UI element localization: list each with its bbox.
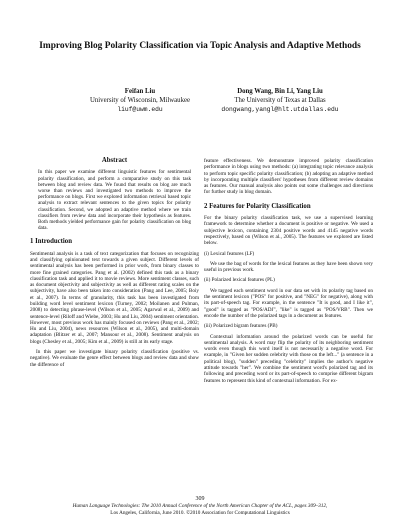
- author-email: dongwang,yangl@hlt.utdallas.edu: [221, 106, 339, 113]
- section-heading-features: 2 Features for Polarity Classification: [204, 202, 311, 210]
- body-paragraph: We use the bag of words for the lexical features as they have been shown very useful in previous work.: [204, 260, 373, 274]
- author-block-2: [200, 87, 360, 114]
- page-number: 309: [195, 496, 205, 502]
- left-column: [30, 158, 199, 372]
- page-footer: [30, 496, 370, 516]
- abstract-heading: Abstract: [101, 157, 128, 164]
- intro-paragraph: In this paper we investigate binary polarity classification (positive vs. negative). We evaluate the genre effect between blogs and review data and show the difference of: [30, 349, 199, 368]
- subsection-label-lf: (i) Lexical features (LF): [204, 250, 255, 257]
- subsection-label-pl: (ii) Polarized lexical features (PL): [204, 277, 275, 284]
- author-name: Dong Wang, Bin Li, Yang Liu: [237, 88, 323, 95]
- subsection-label-pb: (iii) Polarized bigram features (PB): [204, 323, 278, 330]
- abstract-text: In this paper we examine different linguistic features for sentimental polarity classification, and perform a comparative study on this task between blog and review data. We found that results on blog are much worse than reviews and investigated two methods to improve the performance on blogs. First we explored information retrieval based topic analysis to extract relevant sentences to the given topics for polarity classification. Second, we adopted an adaptive method where we train classifiers from review data and incorporate their hypothesis as features. Both methods yielded performance gain for polarity classification on blog data.: [38, 169, 191, 232]
- body-paragraph: Contextual information around the polarized words can be useful for sentimental analysis. A word may flip the polarity of its neighboring sentiment words even though this word itself is not necessarily a negative word. For example, in "Given her sudden celebrity with those on the left..." (a sentence in a political blog), "sudden" preceding "celebrity" implies the author's negative attitude towards "her". We combine the sentiment word's polarized tag and its following and preceding word or its part-of-speech to comprise different bigram features to represent this kind of contextual information. For ex-: [204, 333, 373, 384]
- author-block-1: [70, 87, 210, 114]
- footer-copyright: Los Angeles, California, June 2010. ©2010 Association for Computational Linguistics: [110, 509, 290, 516]
- footer-venue: Human Language Technologies: The 2010 Annual Conference of the North American Chapter of the ACL, pages 309–312,: [72, 503, 328, 510]
- right-column: [204, 158, 373, 388]
- author-email: liuf@uwm.edu: [117, 106, 163, 113]
- author-affiliation: The University of Texas at Dallas: [234, 97, 326, 104]
- body-paragraph: We tagged each sentiment word in our data set with its polarity tag based on the sentiment lexicon ("POS" for positive, and "NEG" for negative), along with its part-of-speech tag. For example, in the sentence "It is good, and I like it", "good" is tagged as "POS/ADJ", "like" is tagged as "POS/VRB". Then we encode the number of the polarized tags in a document as features.: [204, 287, 373, 319]
- body-paragraph: feature effectiveness. We demonstrate improved polarity classification performance in blogs using two methods: (a) integrating topic relevance analysis to perform topic specific polarity classification; (b) adopting an adaptive method by incorporating multiple classifiers' hypotheses from different review domains as features. Our manual analysis also points out some challenges and directions for further study in blog domain.: [204, 158, 373, 196]
- paper-title: Improving Blog Polarity Classification via Topic Analysis and Adaptive Methods: [39, 41, 361, 51]
- author-name: Feifan Liu: [124, 88, 156, 95]
- section-heading-introduction: 1 Introduction: [30, 238, 72, 246]
- author-affiliation: University of Wisconsin, Milwaukee: [89, 97, 191, 104]
- intro-paragraph: Sentimental analysis is a task of text categorization that focuses on recognizing and classifying opinionated text towards a given subject. Different levels of sentimental analysis has been performed in prior work, from binary classes to more fine grained categories. Pang et al. (2002) defined this task as a binary classification task and applied it to movie reviews. More sentiment classes, such as document objectivity and subjectivity as well as different rating scales on the subjectivity, have also been taken into consideration (Pang and Lee, 2005; Boiy et al., 2007). In terms of granularity, this task has been investigated from building word level sentiment lexicon (Turney, 2002; Moilanen and Pulman, 2008) to detecting phrase-level (Wilson et al., 2005; Agarwal et al., 2009) and sentence-level (Riloff and Wiebe, 2003; Hu and Liu, 2004) sentiment orientation. However, most previous work has mainly focused on reviews (Pang et al., 2002; Hu and Liu, 2004), news resources (Wilson et al., 2005), and multi-domain adaptation (Blitzer et al., 2007; Mansour et al., 2008). Sentiment analysis on blogs (Chesley et al., 2005; Kim et al., 2009) is still at its early stage.: [30, 250, 199, 345]
- body-paragraph: For the binary polarity classification task, we use a supervised learning framework to determine whether a document is positive or negative. We used a subjective lexicon, containing 2304 positive words and 4145 negative words respectively, based on (Wilson et al., 2005). The features we explored are listed below.: [204, 215, 373, 247]
